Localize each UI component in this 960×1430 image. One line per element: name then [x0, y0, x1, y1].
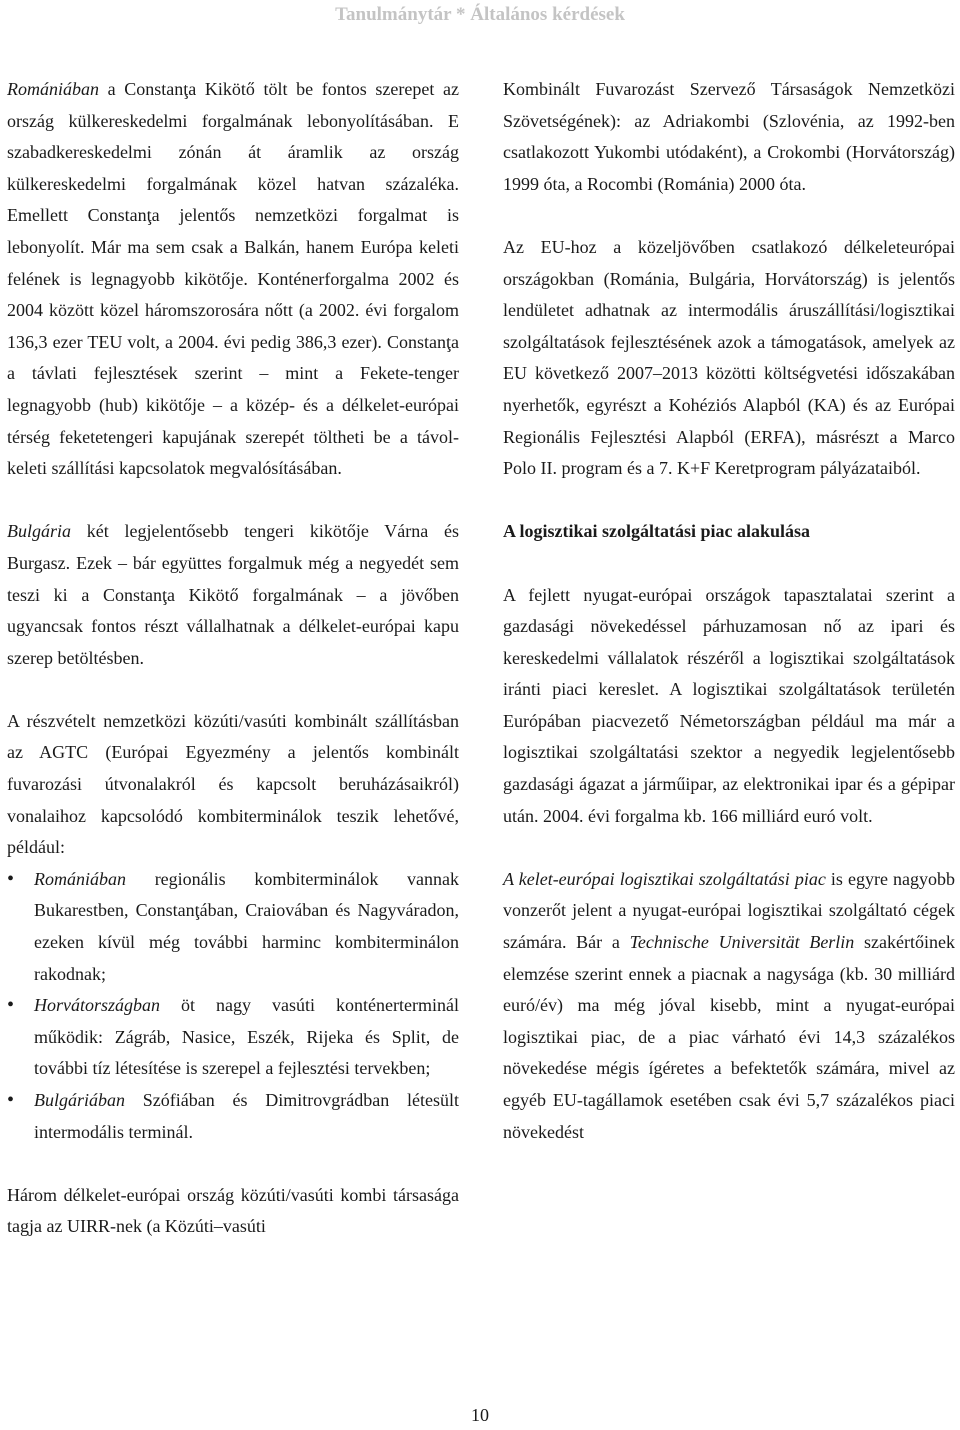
paragraph-eu-funds: Az EU-hoz a közeljövőben csatlakozó délkeleteurópai országokban (Románia, Bulgária, Horvátország) is jelentős lendületet adhatnak az intermodális áruszállítási/logisztikai szolgáltatások fejlesztésének azok a támogatások, amelyek az EU következő 2007–2013 közötti költségvetési időszakában nyerhetők, egyrészt a Kohéziós Alapból (KA) és az Európai Regionális Fejlesztési Alapból (ERFA), másrészt a Marco Polo II. program és a 7. K+F Keretprogram pályázataiból. — [503, 236, 955, 479]
header-separator: * — [451, 4, 471, 25]
list-item: • Romániában regionális kombiterminálok vannak Bukarestben, Constanţában, Craiovában és Nagyváradon, ezeken kívül még további harminc kombiterminálon rakodnak; — [7, 864, 459, 990]
emphasis-bulgaria: Bulgária — [7, 521, 72, 542]
right-column — [503, 74, 955, 1148]
page-number: 10 — [471, 1405, 489, 1425]
terminal-list — [7, 864, 459, 1148]
emphasis-romania: Romániában — [7, 79, 99, 99]
paragraph-romania-port: Romániában a Constanţa Kikötő tölt be fontos szerepet az ország külkereskedelmi forgalmának lebonyolításában. E szabadkereskedelmi zónán át áramlik az ország külkereskedelmi forgalmának közel hatvan százaléka. Emellett Constanţa jelentős nemzetközi forgalmat is lebonyolít. Már ma sem csak a Balkán, hanem Európa keleti felének is legnagyobb kikötője. Konténerforgalma 2002 és 2004 között közel háromszorosára nőtt (a 2002. évi forgalom 136,3 ezer TEU volt, a 2004. évi pedig 386,3 ezer). Constanţa a távlati fejlesztések szerint – mint a Fekete-tenger legnagyobb (hub) kikötője – a közép- és a délkelet-európai térség feketetengeri kapujának szerepét töltheti be a távol-keleti szállítási kapcsolatok megvalósításában. — [7, 79, 459, 479]
paragraph-east-european-market: A kelet-európai logisztikai szolgáltatási piac is egyre nagyobb vonzerőt jelent a nyugat-európai logisztikai szolgáltató cégek számára. Bár a Technische Universität Berlin szakértőinek elemzése szerint ennek a piacnak a nagysága (kb. 30 milliárd euró/év) ma még jóval kisebb, mint a nyugat-európai logisztikai piac, de a piac várható évi 14,3 százalékos növekedése mégis ígéretes a befektetők számára, mivel az egyéb EU-tagállamok esetében csak évi 5,7 százalékos piaci növekedést — [503, 868, 955, 1142]
header-brand: Tanulmánytár — [335, 4, 452, 25]
paragraph-kombi-companies: Kombinált Fuvarozást Szervező Társaságok Nemzetközi Szövetségének): az Adriakombi (Szlovénia, az 1992-ben csatlakozott Yukombi utódaként), a Crokombi (Horvátország) 1999 óta, a Rocombi (Románia) 2000 óta. — [503, 79, 955, 194]
running-header — [0, 4, 960, 26]
header-section: Általános kérdések — [470, 4, 625, 25]
list-item: • Horvátországban öt nagy vasúti konténerterminál működik: Zágráb, Nasice, Eszék, Rijeka és Split, de további tíz létesítése is szerepel a fejlesztési tervekben; — [7, 990, 459, 1085]
section-heading: A logisztikai szolgáltatási piac alakulása — [503, 521, 811, 542]
paragraph-bulgaria-ports: Bulgária két legjelentősebb tengeri kikötője Várna és Burgasz. Ezek – bár együttes forgalmuk még a negyedét sem teszi ki a Constanţa Kikötő forgalmának – a jövőben ugyancsak fontos részt vállalhatnak a délkelet-európai kapu szerep betöltésben. — [7, 521, 459, 668]
paragraph-logistics-demand: A fejlett nyugat-európai országok tapasztalatai szerint a gazdasági növekedéssel párhuzamosan nő az ipari és kereskedelmi vállalatok részéről a logisztikai szolgáltatások iránti piaci kereslet. A logisztikai szolgáltatások területén Európában piacvezető Németországban például ma már a logisztikai szolgáltatási szektor a negyedik legjelentősebb gazdasági ágazat a járműipar, az elektronikai ipar és a gépipar után. 2004. évi forgalma kb. 166 milliárd euró volt. — [503, 584, 955, 826]
left-column — [7, 74, 459, 1243]
list-item: • Bulgáriában Szófiában és Dimitrovgrádban létesült intermodális terminál. — [7, 1085, 459, 1148]
paragraph-uirr: Három délkelet-európai ország közúti/vasúti kombi társasága tagja az UIRR-nek (a Közúti–vasúti — [7, 1184, 459, 1237]
paragraph-agtc: A részvételt nemzetközi közúti/vasúti kombinált szállításban az AGTC (Európai Egyezmény a jelentős kombinált fuvarozási útvonalakról és kapcsolt beruházásaikról) vonalaihoz kapcsolódó kombiterminálok teszik lehetővé, például: — [7, 710, 459, 858]
